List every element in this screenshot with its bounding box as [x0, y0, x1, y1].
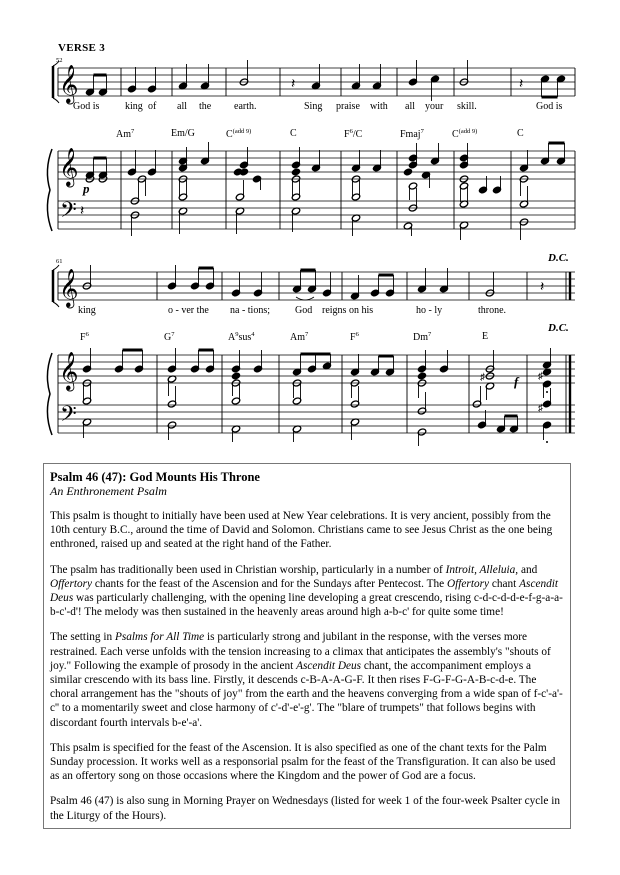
chord-symbol: E [482, 331, 489, 342]
lyric: with [370, 101, 388, 112]
lyric: God is [73, 101, 100, 112]
chord-symbol: $C^{(add 9)}$ [226, 128, 252, 140]
lyric: throne. [478, 305, 507, 316]
commentary-title: Psalm 46 (47): God Mounts His Throne [50, 470, 260, 484]
chord-symbol: C [290, 128, 297, 139]
chord-symbol: $F^6/C$ [344, 128, 363, 140]
vocal-notes [82, 265, 544, 300]
lyric: o - ver the [168, 305, 209, 316]
chord-symbol: $A^9sus^4$ [228, 331, 255, 343]
lyric: all [405, 101, 415, 112]
svg-text:𝄽: 𝄽 [540, 279, 545, 295]
measure-number: 61 [56, 258, 63, 265]
bass-clef-icon: 𝄢 [60, 402, 77, 432]
lyric: praise [336, 101, 360, 112]
paragraph: The setting in Psalms for All Time is particularly strong and jubilant in the response, with the verses more restrained. Each verse unfolds with the tension increasing to a climax that anticipates the assembly's "shouts of joy." Following the example of prosody in the ancient Ascendit Deus chant, the accompaniment employs a similar crescendo with its bass line. Firstly, it descends c-B-A-A-G-F. It then rises F-G-F-G-A-B-c-d-e. The choral arrangement has the "shouts of joy" from the earth and the heavens converging from a wide span of f-c'-a'-c'' to a momentarily sweet and close harmony of c'-d'-e'-g'. The "blare of trumpets" that follows begins with discordant fourth intervals b-e'-a'. [50, 631, 563, 729]
treble-clef-icon: 𝄞 [59, 147, 79, 186]
measure-number: 52 [56, 57, 63, 64]
chord-symbol: Dm$^7$ [413, 331, 432, 343]
lyric: skill. [457, 101, 477, 112]
chord-symbol: Am$^7$ [116, 128, 135, 140]
dynamic-marking: f [514, 374, 519, 389]
svg-text:♯: ♯ [538, 403, 543, 414]
lyric: God is [536, 101, 563, 112]
paragraph: Psalm 46 (47) is also sung in Morning Prayer on Wednesdays (listed for week 1 of the four-week Psalter cycle in the Liturgy of the Hours). [50, 795, 561, 822]
vocal-notes [85, 60, 566, 101]
chord-symbol: Fmaj$^7$ [400, 128, 424, 140]
chord-symbol: Am$^7$ [290, 331, 309, 343]
chord-symbol: C [517, 128, 524, 139]
treble-clef-icon: 𝄞 [59, 268, 79, 307]
lyric: all [177, 101, 187, 112]
paragraph: This psalm is specified for the feast of the Ascension. It is also specified as one of the chant texts for the Palm Sunday procession. It works well as a responsorial psalm for the feast of the Transfiguration. It can also be used as an offertory song on those occasions where the Kingdom and the power of God are a focus. [50, 741, 556, 783]
piano-left-hand [82, 384, 552, 446]
svg-text:𝄽: 𝄽 [519, 76, 524, 92]
piano-bass-staff [58, 201, 575, 229]
svg-text:𝄽: 𝄽 [291, 76, 296, 92]
chord-symbol: $C^{(add 9)}$ [452, 128, 478, 140]
lyric: of [148, 101, 157, 112]
lyric: God [295, 305, 313, 316]
lyric: Sing [304, 101, 323, 112]
lyric: king [78, 305, 96, 316]
verse-label: VERSE 3 [58, 42, 106, 54]
treble-clef-icon: 𝄞 [59, 64, 79, 103]
lyric: na - tions; [230, 305, 270, 316]
treble-clef-icon: 𝄞 [59, 351, 79, 390]
lyric: the [199, 101, 212, 112]
svg-text:𝄽: 𝄽 [80, 203, 85, 219]
dynamic-marking: p [83, 181, 90, 196]
lyric: your [425, 101, 444, 112]
dc-marking: D.C. [548, 322, 569, 334]
chord-symbol: Em/G [171, 128, 195, 139]
dc-marking: D.C. [548, 252, 569, 264]
paragraph: This psalm is thought to initially have been used at New Year celebrations. It is very ancient, possibly from the 10th century B.C., around the time of David and Solomon. Christians came to see Jesus Christ as the one being enthroned, raised up and seated at the right hand of the Father. [50, 510, 553, 551]
bass-clef-icon: 𝄢 [60, 198, 77, 228]
lyric: king [125, 101, 143, 112]
svg-text:♯: ♯ [538, 371, 543, 382]
commentary-subtitle: An Enthronement Psalm [50, 484, 167, 498]
lyric: ho - ly [416, 305, 443, 316]
chord-symbol: $F^6$ [350, 331, 359, 343]
lyric: earth. [234, 101, 257, 112]
svg-text:♯: ♯ [480, 372, 485, 383]
paragraph: The psalm has traditionally been used in Christian worship, particularly in a number of Introit, Alleluia, and Offertory chants for the feast of the Ascension and for the Sundays after Pentecost. The Offertory chant Ascendit Deus was particularly challenging, with the opening line developing a great crescendo, rising c-d-c-d-d-e-f-g-a-a-b-c'-d'! The melody was then sustained in the heavenly areas around high a-b-c' for quite some time! [50, 563, 563, 619]
chord-symbol: $F^6$ [80, 331, 89, 343]
lyric: reigns on his [322, 305, 374, 316]
commentary-box [43, 463, 571, 829]
piano-right-hand [82, 348, 552, 400]
chord-symbol: $G^7$ [164, 331, 175, 343]
